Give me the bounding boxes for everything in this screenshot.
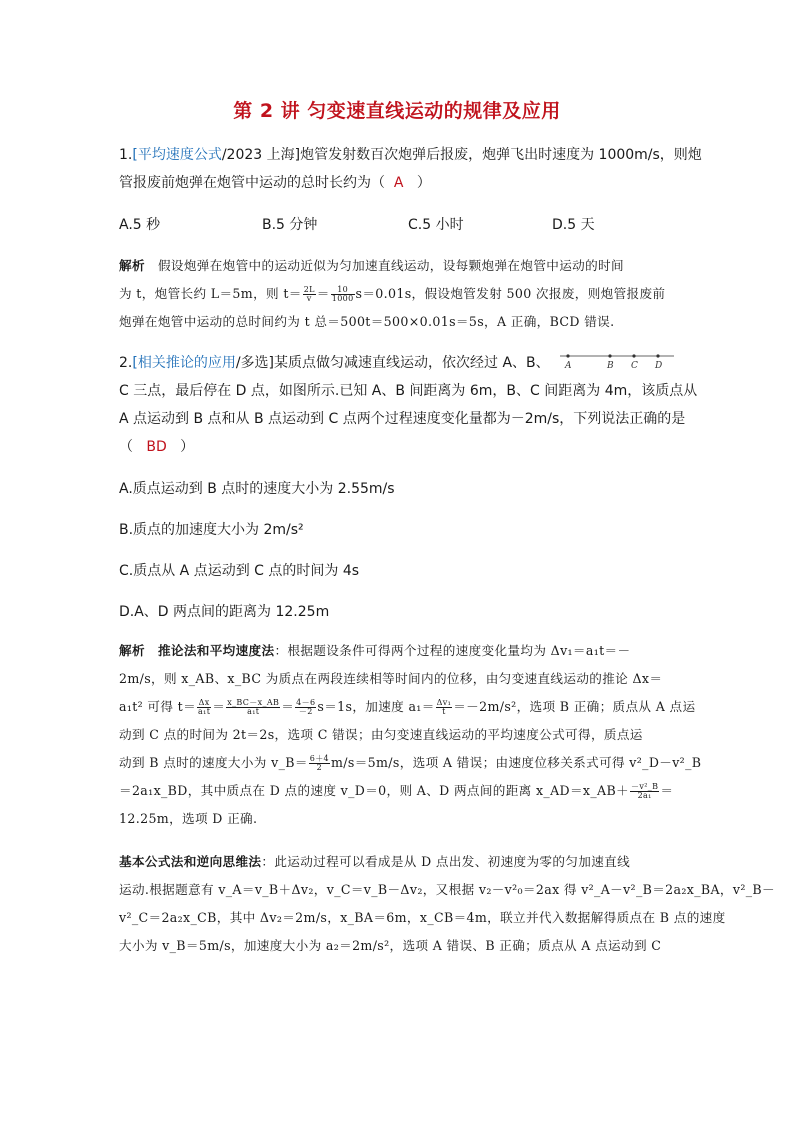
q2-stem-line-3: A 点运动到 B 点和从 B 点运动到 C 点两个过程速度变化量都为－2m/s，下列说法正确的是: [119, 411, 686, 427]
diagram-label-c: C: [631, 361, 638, 371]
q2-stem-text-1: /多选]某质点做匀减速直线运动，依次经过 A、B、: [235, 355, 550, 371]
q1-option-a: A.5 秒: [119, 217, 161, 233]
q1-topic-tag: [平均速度公式: [132, 147, 222, 163]
q1-option-b: B.5 分钟: [262, 217, 318, 233]
q2-stem-close: ）: [180, 439, 195, 455]
q2-method2-line-4: 大小为 v_B＝5m/s，加速度大小为 a₂＝2m/s²，选项 A 错误、B 正确；质点从 A 点运动到 C: [119, 938, 662, 953]
q1-explanation-line-2: [119, 284, 665, 304]
q2-option-b: B.质点的加速度大小为 2m/s²: [119, 522, 304, 538]
q2-method1-label: 推论法和平均速度法: [157, 643, 275, 658]
q2-explanation-line-7: 12.25m，选项 D 正确.: [119, 811, 258, 826]
q2-m1-eq-2: ＝: [281, 699, 295, 714]
q1-explanation-text-2a: 为 t，炮管长约 L＝5m，则 t＝: [119, 286, 302, 301]
q2-stem-line-1: [119, 353, 550, 373]
q1-stem-text: /2023 上海]炮管发射数百次炮弹后报废，炮弹飞出时速度为 1000m/s，则炮: [221, 147, 702, 163]
q1-explanation-label: 解析: [119, 258, 145, 273]
fraction-vb2-over-2a: $\frac{\text{－v²\_B}}{\text{2a₁}}$: [631, 782, 659, 800]
q2-method2-line-1: [119, 852, 630, 872]
q1-stem-line-2: [119, 173, 431, 193]
q2-method2-text-1: ：此运动过程可以看成是从 D 点出发、初速度为零的匀加速直线: [261, 854, 631, 869]
diagram-label-d: D: [655, 361, 663, 371]
q1-option-c: C.5 小时: [408, 217, 464, 233]
diagram-point-d: [656, 354, 659, 357]
q2-option-a: A.质点运动到 B 点时的速度大小为 2.55m/s: [119, 481, 395, 497]
q2-m1-l5a: 动到 B 点时的速度大小为 v_B＝: [119, 755, 308, 770]
q2-m1-l3d: s＝1s，加速度 a₁＝: [317, 699, 435, 714]
page-title: 第 2 讲 匀变速直线运动的规律及应用: [233, 100, 561, 122]
q2-explanation-line-3: [119, 697, 695, 717]
points-line-diagram: [558, 352, 676, 374]
q2-method1-text-1: ：根据题设条件可得两个过程的速度变化量均为 Δv₁＝a₁t＝－: [274, 643, 631, 658]
q1-explanation-text-2c: s＝0.01s，假设炮管发射 500 次报废，则炮管报废前: [355, 286, 666, 301]
fraction-dx-over-at: $\frac{\Delta x}{\text{a₁t}}$: [198, 698, 211, 716]
diagram-label-a: A: [565, 361, 572, 371]
diagram-point-c: [632, 354, 635, 357]
q2-m1-l6a: ＝2a₁x_BD，其中质点在 D 点的速度 v_D＝0，则 A、D 两点间的距离 x_AD＝x_AB＋: [119, 783, 629, 798]
fraction-dv-over-t: $\frac{\text{Δv₁}}{t}$: [436, 698, 452, 716]
q1-number: 1.: [119, 147, 133, 163]
q1-explanation-line-1: [119, 256, 624, 276]
q2-explanation-line-4: 动到 C 点的时间为 2t＝2s，选项 C 错误；由匀变速直线运动的平均速度公式可得，质点运: [119, 727, 643, 742]
q2-m1-l5b: m/s＝5m/s，选项 A 错误；由速度位移关系式可得 v²_D－v²_B: [331, 755, 702, 770]
q2-method2-line-3: v²_C＝2a₂x_CB，其中 Δv₂＝2m/s，x_BA＝6m，x_CB＝4m，联立并代入数据解得质点在 B 点的速度: [119, 910, 726, 925]
q1-answer: A: [393, 175, 404, 191]
q2-explanation-line-2: 2m/s，则 x_AB、x_BC 为质点在两段连续相等时间内的位移，由匀变速直线运动的推论 Δx＝: [119, 671, 663, 686]
fraction-4-minus-6: $\frac{4-6}{-2}$: [296, 698, 316, 716]
q1-stem-line-1: [119, 145, 702, 165]
q2-option-c: C.质点从 A 点运动到 C 点的时间为 4s: [119, 563, 360, 579]
q2-m1-l6b: ＝: [660, 783, 674, 798]
q2-option-d: D.A、D 两点间的距离为 12.25m: [119, 604, 330, 620]
q2-explanation-line-1: [119, 641, 630, 661]
fraction-2l-over-v: $\frac{2L}{v}$: [303, 285, 315, 303]
fraction-6-plus-4: $\frac{6+4}{2}$: [309, 754, 329, 772]
q2-m1-eq-1: ＝: [212, 699, 226, 714]
q1-stem-close: ）: [416, 175, 431, 191]
fraction-10-over-1000: $\frac{10}{1000}$: [331, 285, 354, 303]
q2-explanation-label: 解析: [119, 643, 145, 658]
q2-topic-tag: [相关推论的应用: [132, 355, 236, 371]
q1-explanation-line-3: 炮弹在炮管中运动的总时间约为 t 总＝500t＝500×0.01s＝5s，A 正确，BCD 错误.: [119, 314, 615, 329]
q2-explanation-line-5: [119, 753, 701, 773]
q2-explanation-line-6: [119, 781, 673, 801]
q1-explanation-eq: ＝: [316, 286, 330, 301]
q1-explanation-text-1: 假设炮弹在炮管中的运动近似为匀加速直线运动，设每颗炮弹在炮管中运动的时间: [157, 258, 624, 273]
diagram-label-b: B: [607, 361, 614, 371]
q1-stem-text-2: 管报废前炮弹在炮管中运动的总时长约为（: [119, 175, 385, 191]
fraction-xbc-minus-xab: $\frac{x\_BC-x\_AB}{\text{a₁t}}$: [227, 698, 280, 716]
q2-number: 2.: [119, 355, 133, 371]
diagram-point-a: [566, 354, 569, 357]
q2-m1-l3e: ＝－2m/s²，选项 B 正确；质点从 A 点运: [453, 699, 696, 714]
q2-answer: BD: [146, 439, 167, 455]
q2-method2-line-2: 运动.根据题意有 v_A＝v_B＋Δv₂，v_C＝v_B－Δv₂，又根据 v₂－v²₀＝2ax 得 v²_A－v²_B＝2a₂x_BA，v²_B－: [119, 882, 775, 897]
q2-method2-label: 基本公式法和逆向思维法: [119, 854, 262, 869]
q2-m1-l3a: a₁t² 可得 t＝: [119, 699, 197, 714]
q1-option-d: D.5 天: [552, 217, 595, 233]
q2-stem-line-2: C 三点，最后停在 D 点，如图所示.已知 A、B 间距离为 6m，B、C 间距离为 4m，该质点从: [119, 383, 698, 399]
q2-stem-line-4: [119, 437, 194, 457]
q2-stem-open: （: [119, 439, 133, 455]
diagram-point-b: [608, 354, 611, 357]
